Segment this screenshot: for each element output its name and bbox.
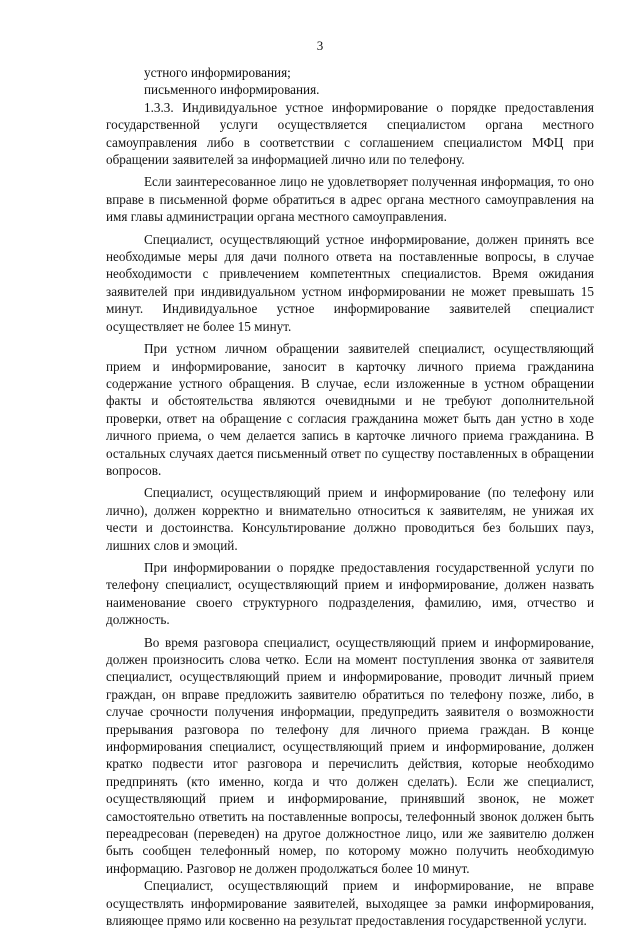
paragraph-limits: Специалист, осуществляющий прием и информирование, не вправе осуществлять информирование заявителей, выходящее за рамки информирования, влияющее прямо или косвенно на результат предоставления государственной услуги. [106, 878, 594, 929]
paragraph-oral-info: устного информирования; [144, 65, 291, 80]
paragraph-specialist-oral: Специалист, осуществляющий устное информирование, должен принять все необходимые меры для дачи полного ответа на поставленные вопросы, в случае необходимости с привлечением компетентных специалистов. Время ожидания заявителей при индивидуальном устном информировании не может превышать 15 минут. Индивидуальное устное информирование заявителей специалист осуществляет не более 15 минут. [106, 231, 594, 334]
paragraph-conduct: Специалист, осуществляющий прием и информирование (по телефону или лично), должен корректно и внимательно относиться к заявителям, не унижая их чести и достоинства. Консультирование должно проводиться без больших пауз, лишних слов и эмоций. [106, 485, 594, 553]
paragraph-section-1-3-3: 1.3.3. Индивидуальное устное информирование о порядке предоставления государственной услуги осуществляется специалистом органа местного самоуправления либо в соответствии с соглашением специалистом МФЦ при обращении заявителей за информацией лично или по телефону. [106, 99, 594, 168]
paragraph-phone-intro: При информировании о порядке предоставления государственной услуги по телефону специалист, осуществляющий прием и информирование, должен назвать наименование своего структурного подразделения, фамилию, имя, отчество и должность. [106, 559, 594, 628]
paragraph-phone-conversation: Во время разговора специалист, осуществляющий прием и информирование, должен произносить слова четко. Если на момент поступления звонка от заявителя специалист, осуществляющий прием и информирование, проводит личный прием граждан, он вправе предложить заявителю обратиться по телефону позже, либо, в случае срочности получения информации, предупредить заявителя о возможности прерывания разговора по телефону для личного приема граждан. В конце информирования специалист, осуществляющий прием и информирование, должен кратко подвести итог разговора и перечислить действия, которые необходимо предпринять (кто именно, когда и что должен сделать). Если же специалист, осуществляющий прием и информирование, принявший звонок, не может самостоятельно ответить на поставленные вопросы, телефонный звонок должен быть переадресован (переведен) на другое должностное лицо, или же заявителю должен быть сообщен телефонный номер, по которому можно получить необходимую информацию. Разговор не должен продолжаться более 10 минут. [106, 634, 594, 876]
paragraph-written-info: письменного информирования. [144, 82, 320, 98]
page-number: 3 [316, 38, 324, 53]
document-body [106, 64, 594, 930]
paragraph-written-request: Если заинтересованное лицо не удовлетворяет полученная информация, то оно вправе в письменной форме обратиться в адрес органа местного самоуправления на имя главы администрации органа местного самоуправления. [106, 174, 594, 225]
paragraph-personal-visit: При устном личном обращении заявителей специалист, осуществляющий прием и информирование, заносит в карточку личного приема гражданина содержание устного обращения. В случае, если изложенные в устном обращении факты и обстоятельства являются очевидными и не требуют дополнительной проверки, ответ на обращение с согласия гражданина может быть дан устно в ходе личного приема, о чем делается запись в карточке личного приема гражданина. В остальных случаях дается письменный ответ по существу поставленных в обращении вопросов. [106, 341, 594, 478]
